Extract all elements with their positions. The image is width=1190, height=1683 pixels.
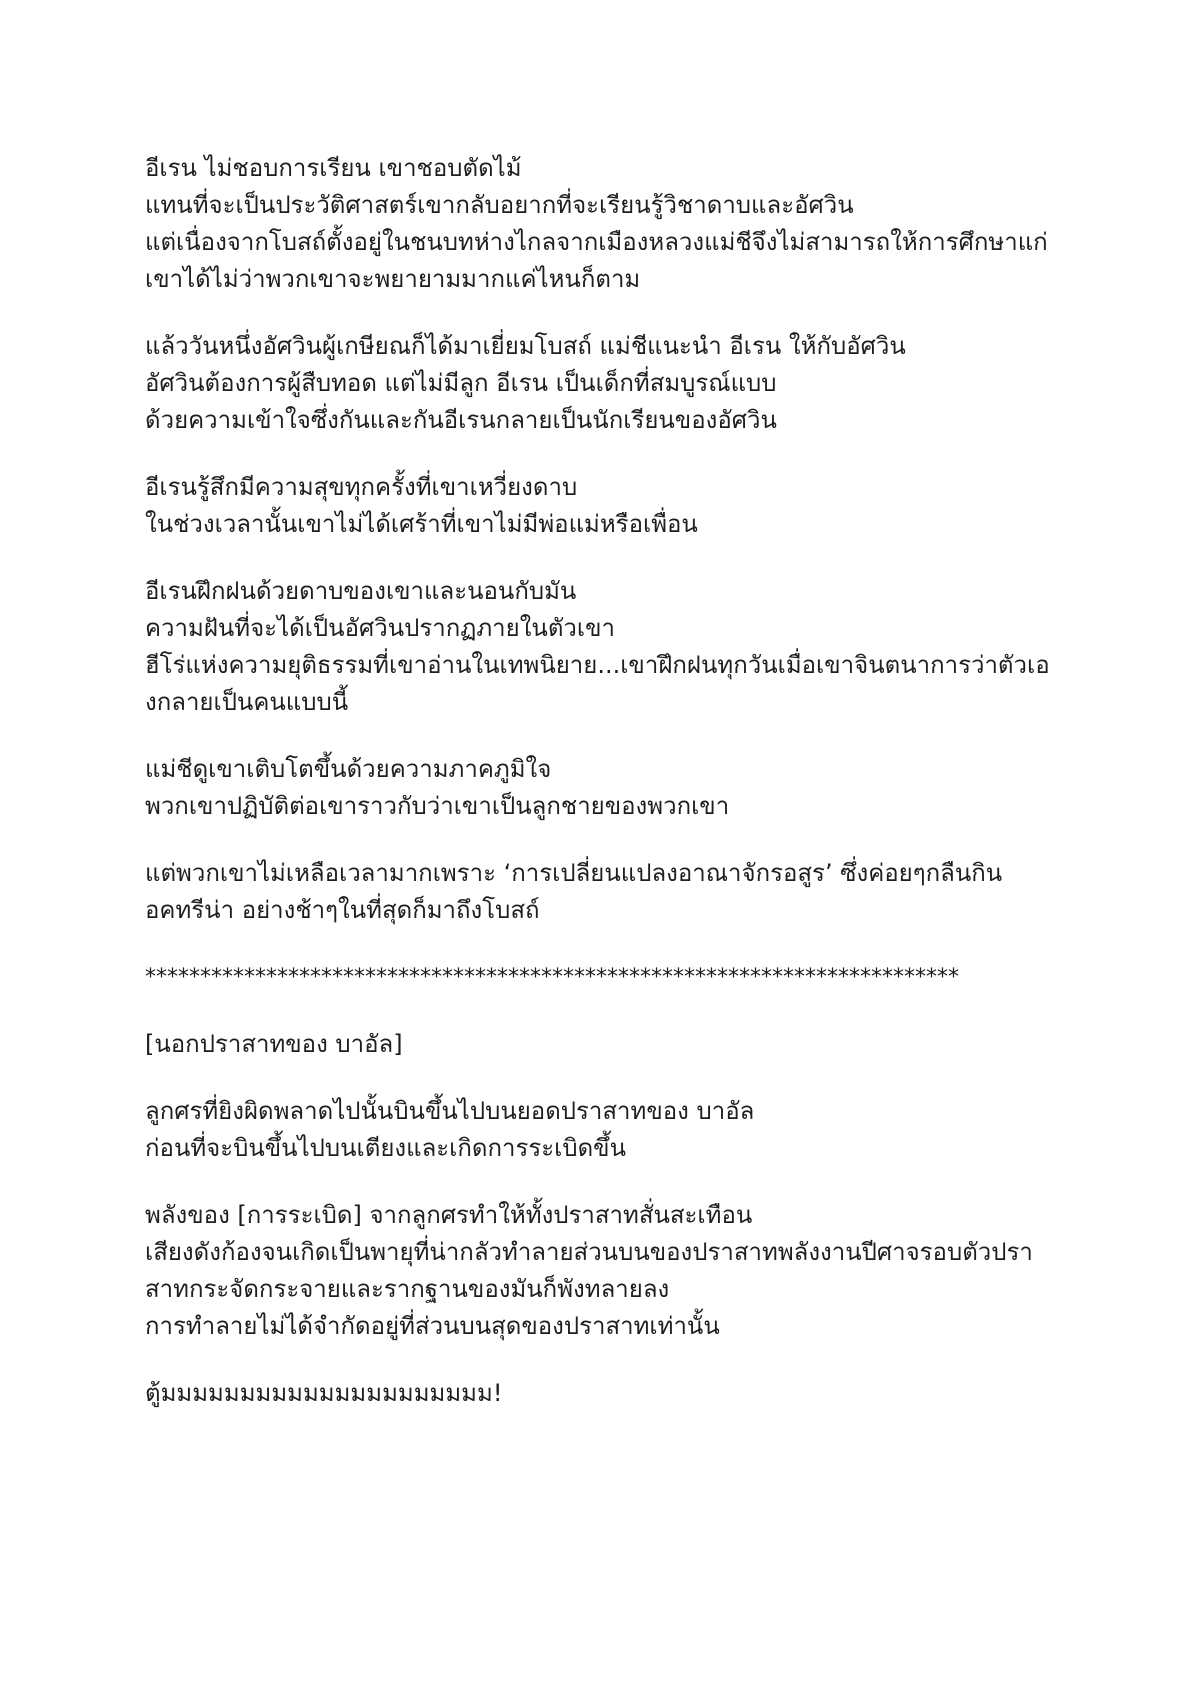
- sound-effect-text: ตู้มมมมมมมมมมมมมมมมมมมมม!: [145, 1379, 503, 1407]
- paragraph-7: [145, 1093, 1060, 1167]
- text-line: พวกเขาปฏิบัติต่อเขาราวกับว่าเขาเป็นลูกชายของพวกเขา: [145, 792, 730, 820]
- text-line: แล้ววันหนึ่งอัศวินผู้เกษียณก็ได้มาเยี่ยมโบสถ์ แม่ชีแนะนำ อีเรน ให้กับอัศวิน: [145, 332, 906, 360]
- text-line: อัศวินต้องการผู้สืบทอด แต่ไม่มีลูก อีเรน เป็นเด็กที่สมบูรณ์แบบ: [145, 369, 777, 397]
- text-line: พลังของ [การระเบิด] จากลูกศรทำให้ทั้งปราสาทสั่นสะเทือน: [145, 1201, 753, 1229]
- text-line: แต่เนื่องจากโบสถ์ตั้งอยู่ในชนบทห่างไกลจากเมืองหลวงแม่ชีจึงไม่สามารถให้การศึกษาแก่: [145, 228, 1048, 256]
- document-body: [145, 150, 1060, 1442]
- paragraph-1: [145, 150, 1060, 298]
- text-line: เขาได้ไม่ว่าพวกเขาจะพยายามมากแค่ไหนก็ตาม: [145, 265, 641, 293]
- text-line: อีเรนรู้สึกมีความสุขทุกครั้งที่เขาเหวี่ยงดาบ: [145, 473, 578, 501]
- text-line: ก่อนที่จะบินขึ้นไปบนเตียงและเกิดการระเบิดขึ้น: [145, 1134, 626, 1162]
- text-line: ในช่วงเวลานั้นเขาไม่ได้เศร้าที่เขาไม่มีพ่อแม่หรือเพื่อน: [145, 510, 698, 538]
- text-line: ฮีโร่แห่งความยุติธรรมที่เขาอ่านในเทพนิยาย...เขาฝึกฝนทุกวันเมื่อเขาจินตนาการว่าตัวเอ: [145, 651, 1050, 679]
- scene-heading: [145, 1026, 1060, 1063]
- text-line: ความฝันที่จะได้เป็นอัศวินปรากฏภายในตัวเขา: [145, 614, 615, 642]
- text-line: แม่ชีดูเขาเติบโตขึ้นด้วยความภาคภูมิใจ: [145, 755, 552, 783]
- text-line: อคทรีน่า อย่างช้าๆในที่สุดก็มาถึงโบสถ์: [145, 896, 540, 924]
- paragraph-5: [145, 751, 1060, 825]
- text-line: ลูกศรที่ยิงผิดพลาดไปนั้นบินขึ้นไปบนยอดปราสาทของ บาอัล: [145, 1097, 755, 1125]
- text-line: งกลายเป็นคนแบบนี้: [145, 688, 349, 716]
- sound-effect: [145, 1375, 1060, 1412]
- paragraph-2: [145, 328, 1060, 439]
- scene-heading-text: [นอกปราสาทของ บาอัล]: [145, 1030, 403, 1058]
- asterisk-divider: **************************************************************************: [145, 965, 959, 990]
- scene-divider: [145, 959, 1060, 996]
- paragraph-4: [145, 573, 1060, 721]
- text-line: การทำลายไม่ได้จำกัดอยู่ที่ส่วนบนสุดของปราสาทเท่านั้น: [145, 1312, 720, 1340]
- text-line: แทนที่จะเป็นประวัติศาสตร์เขากลับอยากที่จะเรียนรู้วิชาดาบและอัศวิน: [145, 191, 854, 219]
- paragraph-8: [145, 1197, 1060, 1345]
- paragraph-6: [145, 855, 1060, 929]
- text-line: ด้วยความเข้าใจซึ่งกันและกันอีเรนกลายเป็นนักเรียนของอัศวิน: [145, 406, 777, 434]
- text-line: เสียงดังก้องจนเกิดเป็นพายุที่น่ากลัวทำลายส่วนบนของปราสาทพลังงานปีศาจรอบตัวปรา: [145, 1238, 1033, 1266]
- text-line: อีเรนฝึกฝนด้วยดาบของเขาและนอนกับมัน: [145, 577, 577, 605]
- text-line: สาทกระจัดกระจายและรากฐานของมันก็พังทลายลง: [145, 1275, 670, 1303]
- text-line: อีเรน ไม่ชอบการเรียน เขาชอบตัดไม้: [145, 154, 522, 182]
- text-line: แต่พวกเขาไม่เหลือเวลามากเพราะ ‘การเปลี่ยนแปลงอาณาจักรอสูร’ ซึ่งค่อยๆกลืนกิน: [145, 859, 1003, 887]
- paragraph-3: [145, 469, 1060, 543]
